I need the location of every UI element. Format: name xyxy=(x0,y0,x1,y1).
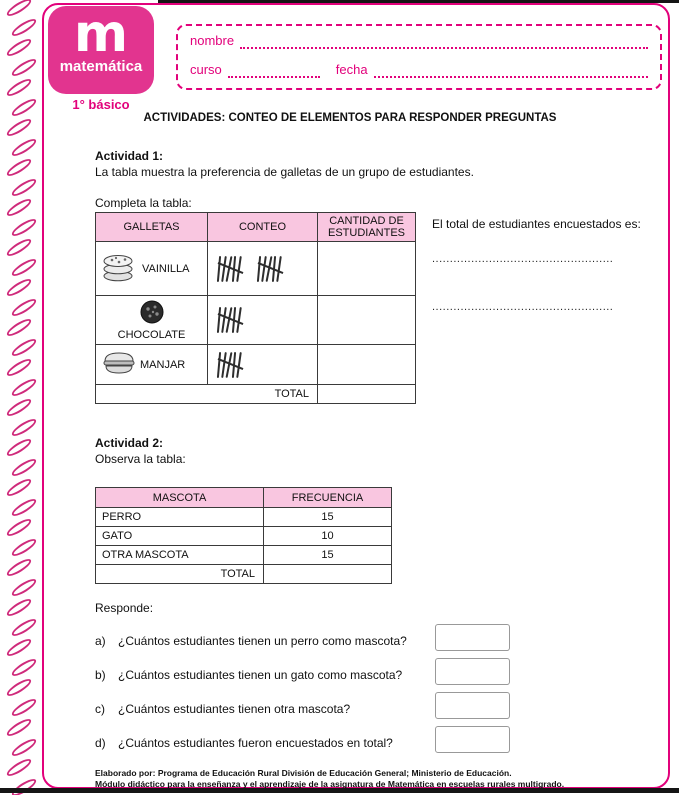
pets-table-header-row xyxy=(96,488,392,508)
table-row-perro xyxy=(96,508,392,527)
manjar-cookie-icon xyxy=(102,351,136,379)
footer-line-1 xyxy=(95,768,661,779)
activity1-heading: Actividad 1: xyxy=(95,149,164,163)
answer-box-b[interactable] xyxy=(435,658,510,685)
perro-value: 15 xyxy=(264,508,392,527)
pets-table xyxy=(95,487,392,584)
cookies-table-header-row xyxy=(96,213,416,242)
tally-marks-manjar xyxy=(212,350,313,380)
date-input-line[interactable] xyxy=(374,64,648,78)
tally-marks-vainilla xyxy=(212,254,313,284)
name-field-row xyxy=(190,33,648,49)
student-info-box xyxy=(176,24,662,90)
cookies-total-value-cell[interactable] xyxy=(318,385,416,404)
grade-label: 1° básico xyxy=(72,97,130,112)
otra-mascota-label: OTRA MASCOTA xyxy=(96,546,264,565)
vainilla-tally-cell xyxy=(208,242,318,296)
mascota-header: MASCOTA xyxy=(96,488,264,508)
name-input-line[interactable] xyxy=(240,35,648,49)
vainilla-cookies-icon xyxy=(102,252,138,285)
logo-letter: m xyxy=(73,4,129,64)
conteo-header: CONTEO xyxy=(208,213,318,242)
vainilla-cell xyxy=(96,242,208,296)
course-input-line[interactable] xyxy=(228,64,320,78)
manjar-tally-cell xyxy=(208,345,318,385)
question-b-text: ¿Cuántos estudiantes tienen un gato como mascota? xyxy=(118,668,403,682)
table-row-gato xyxy=(96,527,392,546)
question-c-text: ¿Cuántos estudiantes tienen otra mascota? xyxy=(118,702,351,716)
question-c xyxy=(95,702,535,716)
manjar-cell xyxy=(96,345,208,385)
perro-label: PERRO xyxy=(96,508,264,527)
chocolate-cantidad-cell[interactable] xyxy=(318,296,416,345)
footer-credits xyxy=(95,768,661,789)
manjar-cantidad-cell[interactable] xyxy=(318,345,416,385)
footer-elaborado-text: Programa de Educación Rural División de Educación General; Ministerio de Educación. xyxy=(155,768,512,778)
course-label: curso xyxy=(190,62,222,77)
activity2-intro: Observa la tabla: xyxy=(95,452,186,466)
vainilla-cantidad-cell[interactable] xyxy=(318,242,416,296)
frecuencia-header: FRECUENCIA xyxy=(264,488,392,508)
activity2-heading: Actividad 2: xyxy=(95,436,164,450)
dotted-answer-line-2[interactable]: ................................................... xyxy=(432,301,614,313)
cookies-total-row xyxy=(96,385,416,404)
question-a-text: ¿Cuántos estudiantes tienen un perro como mascota? xyxy=(118,634,407,648)
survey-total-note: El total de estudiantes encuestados es: xyxy=(432,217,641,231)
respond-label: Responde: xyxy=(95,601,154,615)
question-b xyxy=(95,668,535,682)
question-a-letter: a) xyxy=(95,634,106,648)
otra-mascota-value: 15 xyxy=(264,546,392,565)
name-label: nombre xyxy=(190,33,235,48)
chocolate-cell xyxy=(96,296,208,345)
table-row-vainilla xyxy=(96,242,416,296)
chocolate-cookie-icon xyxy=(139,299,165,328)
footer-elaborado-label: Elaborado por: xyxy=(95,768,156,778)
cantidad-header: CANTIDAD DE ESTUDIANTES xyxy=(318,213,416,242)
scan-edge-bottom xyxy=(0,788,679,793)
answer-box-a[interactable] xyxy=(435,624,510,651)
activity1-intro: La tabla muestra la preferencia de galletas de un grupo de estudiantes. xyxy=(95,165,474,179)
gato-value: 10 xyxy=(264,527,392,546)
answer-box-d[interactable] xyxy=(435,726,510,753)
spiral-binding xyxy=(5,3,47,792)
course-date-row xyxy=(190,62,648,78)
footer-line-2: Módulo didáctico para la enseñanza y el aprendizaje de la asignatura de Matemática en escuelas rurales multigrado. xyxy=(95,778,565,789)
dotted-answer-line-1[interactable]: ................................................... xyxy=(432,253,614,265)
gato-label: GATO xyxy=(96,527,264,546)
pets-total-label: TOTAL xyxy=(96,565,264,584)
activity1-instruction: Completa la tabla: xyxy=(95,196,192,210)
matematica-logo xyxy=(48,6,154,94)
galletas-header: GALLETAS xyxy=(96,213,208,242)
pets-total-row xyxy=(96,565,392,584)
question-a xyxy=(95,634,535,648)
tally-marks-chocolate xyxy=(212,305,313,335)
table-row-chocolate xyxy=(96,296,416,345)
manjar-label: MANJAR xyxy=(140,358,186,371)
vainilla-label: VAINILLA xyxy=(142,262,190,275)
table-row-manjar xyxy=(96,345,416,385)
worksheet-title: ACTIVIDADES: CONTEO DE ELEMENTOS PARA RESPONDER PREGUNTAS xyxy=(143,112,557,124)
cookies-table xyxy=(95,212,416,404)
question-d-text: ¿Cuántos estudiantes fueron encuestados en total? xyxy=(118,736,393,750)
question-c-letter: c) xyxy=(95,702,105,716)
pets-total-value-cell[interactable] xyxy=(264,565,392,584)
table-row-otra-mascota xyxy=(96,546,392,565)
answer-box-c[interactable] xyxy=(435,692,510,719)
scan-edge-top xyxy=(158,0,679,3)
question-d xyxy=(95,736,535,750)
chocolate-label: CHOCOLATE xyxy=(117,329,186,341)
logo-word: matemática xyxy=(59,58,143,75)
question-d-letter: d) xyxy=(95,736,106,750)
date-label: fecha xyxy=(335,62,368,77)
cookies-total-label: TOTAL xyxy=(96,385,318,404)
chocolate-tally-cell xyxy=(208,296,318,345)
question-b-letter: b) xyxy=(95,668,106,682)
